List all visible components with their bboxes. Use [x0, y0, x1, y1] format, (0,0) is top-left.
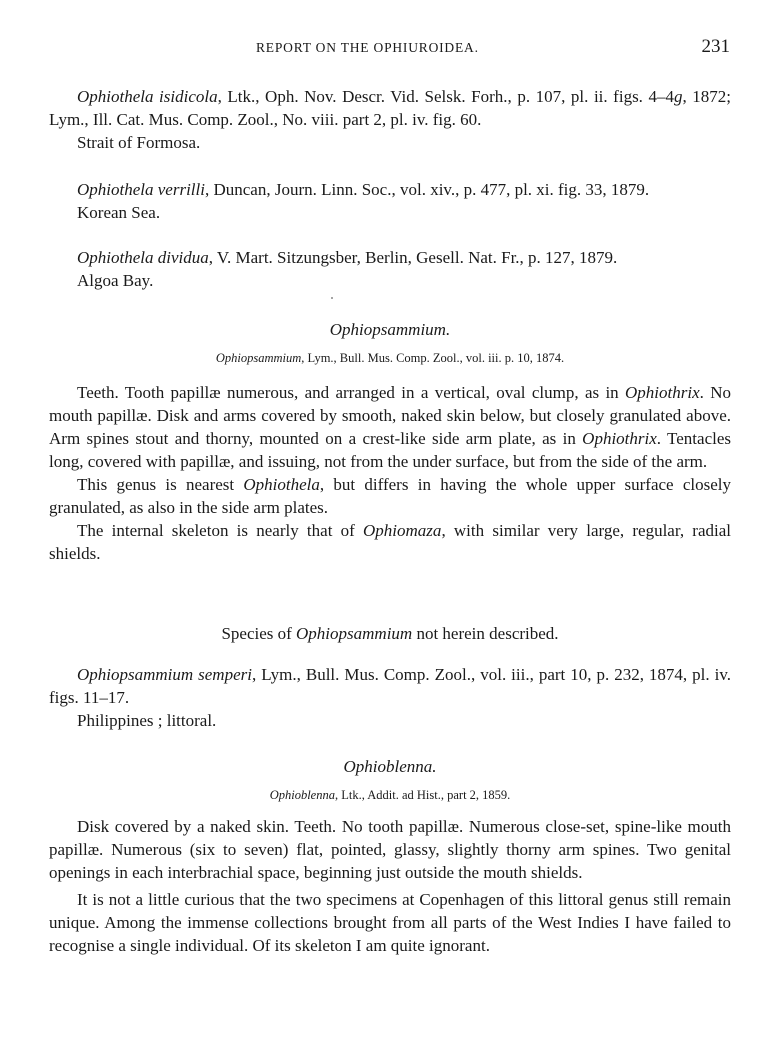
species-reference: , Duncan, Journ. Linn. Soc., vol. xiv., p. 477, pl. xi. fig. 33, 1879. [204, 180, 650, 199]
species-name: Ophiothela isidicola [77, 87, 218, 106]
genus-ref-name: Ophioblenna [269, 788, 335, 802]
species-locality: Korean Sea. [77, 203, 161, 222]
paragraph: This genus is nearest Ophiothela, but differs in having the whole upper surface closely granulated, as also in the side arm plates. [49, 475, 732, 517]
genus-ref-text: , Lym., Bull. Mus. Comp. Zool., vol. iii. p. 10, 1874. [301, 351, 565, 365]
species-locality: Philippines ; littoral. [77, 711, 217, 730]
paragraph: Teeth. Tooth papillæ numerous, and arranged in a vertical, oval clump, as in Ophiothrix. No mouth papillæ. Disk and arms covered by smooth, naked skin below, but closely granulated above. Arm spines stout and thorny, mounted on a crest-like side arm plate, as in Ophiothrix. Tentacles long, covered with papillæ, and issuing, not from the under surface, but from the side of the arm. [49, 383, 732, 471]
species-list-heading: Species of Ophiopsammium not herein described. [221, 624, 559, 643]
species-entry-semperi [49, 663, 731, 732]
header-title: REPORT ON THE OPHIUROIDEA. [256, 40, 479, 55]
genus-heading-ophiopsammium: Ophiopsammium. [329, 320, 451, 339]
species-entry-isidicola [49, 85, 731, 154]
species-reference: , Lym., Bull. Mus. Comp. Zool., vol. iii., part 10, p. 232, 1874, pl. iv. figs. 11–17. [49, 665, 731, 707]
genus-heading-ophioblenna: Ophioblenna. [343, 757, 437, 776]
paragraph: Disk covered by a naked skin. Teeth. No tooth papillæ. Numerous close-set, spine-like mouth papillæ. Numerous (six to seven) flat, pointed, glassy, slightly thorny arm spines. Two genital openings in each interbrachial space, beginning just outside the mouth shields. [49, 817, 731, 882]
species-entry-verrilli [49, 178, 731, 224]
page-number: 231 [701, 36, 730, 57]
species-reference: , Ltk., Oph. Nov. Descr. Vid. Selsk. Forh., p. 107, pl. ii. figs. 4–4 [217, 87, 674, 106]
species-name: Ophiothela dividua [77, 248, 209, 267]
running-header [256, 36, 730, 57]
genus-description-ophioblenna [49, 815, 731, 957]
species-entry-dividua [49, 246, 731, 292]
genus-ref-text: , Ltk., Addit. ad Hist., part 2, 1859. [334, 788, 511, 802]
genus-reference-ophioblenna [49, 786, 731, 804]
species-reference: , V. Mart. Sitzungsber, Berlin, Gesell. Nat. Fr., p. 127, 1879. [208, 248, 618, 267]
genus-description-ophiopsammium [49, 381, 731, 565]
paragraph: It is not a little curious that the two specimens at Copenhagen of this littoral genus still remain unique. Among the immense collections brought from all parts of the West Indies I have failed to recognise a single individual. Of its skeleton I am quite ignorant. [49, 890, 731, 955]
species-locality: Strait of Formosa. [77, 133, 201, 152]
figure-letter: g [673, 87, 683, 106]
ink-speck [331, 297, 333, 299]
species-locality: Algoa Bay. [77, 271, 154, 290]
species-name: Ophiopsammium semperi [77, 665, 252, 684]
genus-reference-ophiopsammium [49, 349, 731, 367]
paragraph: The internal skeleton is nearly that of Ophiomaza, with similar very large, regular, radial shields. [49, 521, 731, 563]
species-name: Ophiothela verrilli [77, 180, 205, 199]
species-reference-cont: , 1872; Lym., Ill. Cat. Mus. Comp. Zool., No. viii. part 2, pl. iv. fig. 60. [49, 87, 732, 129]
genus-ref-name: Ophiopsammium [215, 351, 302, 365]
